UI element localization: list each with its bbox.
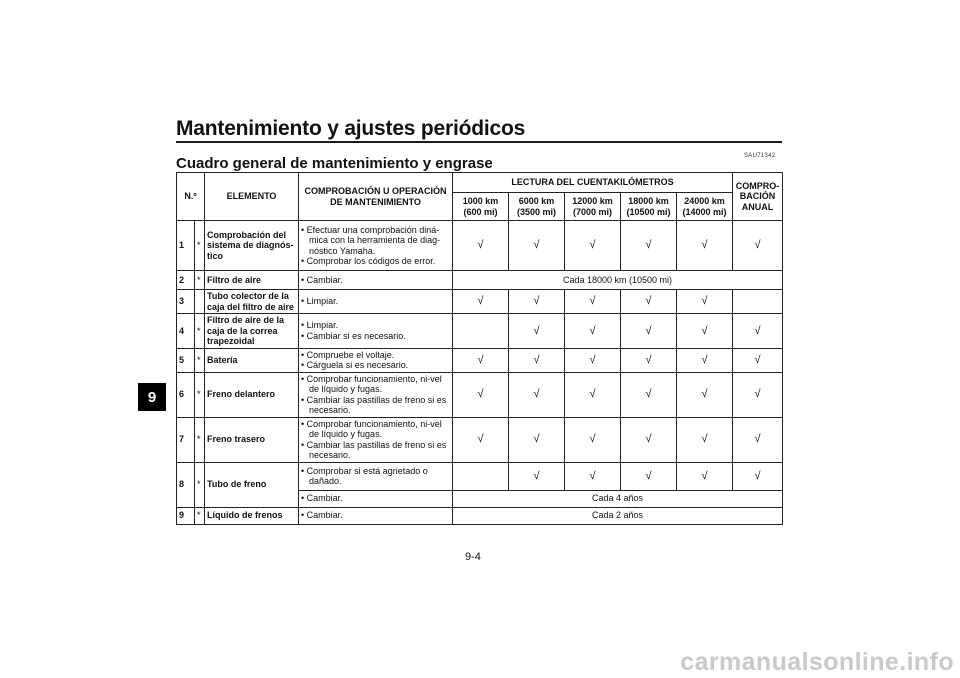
check-item: • Efectuar una comprobación diná-mica con la herramienta de diag-nóstico Yamaha.: [301, 224, 441, 256]
check-item: • Comprobar funcionamiento, ni-vel de líquido y fugas.: [301, 418, 442, 439]
item-number: 7: [177, 417, 195, 462]
item-element: Freno delantero: [205, 372, 299, 417]
check-mark: √: [509, 372, 565, 417]
check-mark: √: [621, 348, 677, 372]
item-element: Líquido de frenos: [205, 507, 299, 524]
check-mark: √: [565, 221, 621, 271]
check-cell: [299, 507, 453, 524]
header-annual: COMPRO-BACIÓN ANUAL: [733, 173, 783, 221]
check-list: [301, 510, 450, 521]
empty-cell: [453, 462, 509, 490]
check-mark: √: [453, 290, 509, 314]
watermark: carmanualsonline.info: [680, 648, 954, 676]
check-mark: √: [509, 314, 565, 349]
header-check: COMPROBACIÓN U OPERACIÓN DE MANTENIMIENTO: [299, 173, 453, 221]
check-item: • Comprobar si está agrietado o dañado.: [301, 465, 428, 486]
section-title: Cuadro general de mantenimiento y engrase: [176, 155, 493, 172]
page-title: Mantenimiento y ajustes periódicos: [176, 117, 526, 140]
check-cell: [299, 490, 453, 507]
check-item: • Cambiar si es necesario.: [301, 330, 406, 341]
check-mark: √: [733, 221, 783, 271]
item-element: Tubo de freno: [205, 462, 299, 507]
asterisk-mark: *: [195, 271, 205, 290]
check-mark: √: [621, 290, 677, 314]
item-number: 6: [177, 372, 195, 417]
item-number: 9: [177, 507, 195, 524]
check-mark: √: [677, 290, 733, 314]
asterisk-mark: *: [195, 417, 205, 462]
check-mark: √: [621, 314, 677, 349]
asterisk-mark: *: [195, 462, 205, 507]
page-number: 9-4: [465, 551, 481, 563]
check-mark: √: [509, 290, 565, 314]
check-item: • Cambiar las pastillas de freno si es necesario.: [301, 394, 447, 415]
check-list: [301, 320, 450, 341]
check-mark: √: [565, 372, 621, 417]
table-row: [177, 221, 783, 271]
asterisk-mark: *: [195, 314, 205, 349]
header-interval: [509, 193, 565, 221]
asterisk-mark: *: [195, 507, 205, 524]
table-row: [177, 372, 783, 417]
interval-km: 1000 km: [462, 196, 499, 206]
interval-span: Cada 2 años: [453, 507, 783, 524]
check-list: [301, 419, 450, 461]
check-item: • Cambiar.: [301, 493, 343, 504]
header-interval: [453, 193, 509, 221]
table-row: [177, 462, 783, 490]
table-row: [177, 348, 783, 372]
interval-km: 24000 km: [684, 196, 725, 206]
check-cell: [299, 372, 453, 417]
header-odometer: LECTURA DEL CUENTAKILÓMETROS: [453, 173, 733, 193]
check-mark: √: [509, 462, 565, 490]
check-list: [301, 225, 450, 267]
check-mark: √: [733, 314, 783, 349]
check-mark: √: [677, 462, 733, 490]
check-mark: √: [733, 348, 783, 372]
check-mark: √: [733, 462, 783, 490]
check-cell: [299, 348, 453, 372]
check-cell: [299, 314, 453, 349]
chapter-tab: 9: [138, 383, 166, 411]
check-mark: √: [509, 348, 565, 372]
check-cell: [299, 271, 453, 290]
table-row: [177, 271, 783, 290]
item-element: Filtro de aire: [205, 271, 299, 290]
interval-mi: (14000 mi): [682, 206, 727, 217]
check-mark: √: [453, 417, 509, 462]
check-item: • Limpiar.: [301, 320, 339, 331]
check-list: [301, 350, 450, 371]
check-mark: √: [677, 372, 733, 417]
check-mark: √: [621, 417, 677, 462]
interval-km: 12000 km: [572, 196, 613, 206]
check-item: • Limpiar.: [301, 296, 339, 307]
check-item: • Cambiar.: [301, 274, 343, 285]
check-mark: √: [733, 372, 783, 417]
check-mark: √: [677, 314, 733, 349]
check-list: [301, 493, 450, 504]
check-list: [301, 466, 450, 487]
interval-km: 18000 km: [628, 196, 669, 206]
check-list: [301, 275, 450, 286]
item-number: 8: [177, 462, 195, 507]
check-cell: [299, 417, 453, 462]
item-number: 5: [177, 348, 195, 372]
check-mark: √: [621, 221, 677, 271]
interval-mi: (7000 mi): [573, 206, 613, 217]
check-cell: [299, 462, 453, 490]
check-item: • Compruebe el voltaje.: [301, 349, 395, 360]
check-cell: [299, 221, 453, 271]
item-element: Filtro de aire de la caja de la correa trapezoidal: [205, 314, 299, 349]
check-mark: √: [621, 462, 677, 490]
check-mark: √: [677, 417, 733, 462]
asterisk-mark: [195, 290, 205, 314]
check-mark: √: [677, 348, 733, 372]
interval-mi: (3500 mi): [517, 206, 557, 217]
item-number: 3: [177, 290, 195, 314]
check-mark: √: [621, 372, 677, 417]
table-row: [177, 290, 783, 314]
empty-cell: [453, 314, 509, 349]
empty-cell: [733, 290, 783, 314]
header-no: N.º: [177, 173, 205, 221]
check-mark: √: [453, 372, 509, 417]
check-mark: √: [565, 314, 621, 349]
table-row: [177, 417, 783, 462]
check-cell: [299, 290, 453, 314]
check-mark: √: [565, 462, 621, 490]
header-interval: [565, 193, 621, 221]
item-element: Tubo colector de la caja del filtro de aire: [205, 290, 299, 314]
header-interval: [677, 193, 733, 221]
check-list: [301, 296, 450, 307]
interval-span: Cada 18000 km (10500 mi): [453, 271, 783, 290]
item-number: 1: [177, 221, 195, 271]
asterisk-mark: *: [195, 348, 205, 372]
reference-code: SAU71342: [744, 153, 776, 159]
check-item: • Cambiar.: [301, 510, 343, 521]
header-interval: [621, 193, 677, 221]
check-list: [301, 374, 450, 416]
interval-mi: (10500 mi): [626, 206, 671, 217]
item-number: 2: [177, 271, 195, 290]
check-mark: √: [733, 417, 783, 462]
check-item: • Comprobar los códigos de error.: [301, 256, 436, 266]
check-mark: √: [565, 290, 621, 314]
check-item: • Comprobar funcionamiento, ni-vel de líquido y fugas.: [301, 373, 442, 394]
item-number: 4: [177, 314, 195, 349]
check-mark: √: [509, 221, 565, 271]
interval-span: Cada 4 años: [453, 490, 783, 507]
title-divider: [176, 141, 782, 143]
item-element: Comprobación del sistema de diagnós-tico: [205, 221, 299, 271]
interval-mi: (600 mi): [463, 206, 498, 217]
check-mark: √: [565, 417, 621, 462]
check-item: • Cárguela si es necesario.: [301, 360, 409, 370]
asterisk-mark: *: [195, 372, 205, 417]
check-mark: √: [453, 221, 509, 271]
check-mark: √: [453, 348, 509, 372]
table-row: [177, 507, 783, 524]
asterisk-mark: *: [195, 221, 205, 271]
check-mark: √: [565, 348, 621, 372]
item-element: Freno trasero: [205, 417, 299, 462]
check-item: • Cambiar las pastillas de freno si es necesario.: [301, 439, 447, 460]
header-element: ELEMENTO: [205, 173, 299, 221]
check-mark: √: [677, 221, 733, 271]
item-element: Batería: [205, 348, 299, 372]
interval-km: 6000 km: [518, 196, 555, 206]
check-mark: √: [509, 417, 565, 462]
maintenance-table: [176, 172, 783, 525]
table-row: [177, 314, 783, 349]
